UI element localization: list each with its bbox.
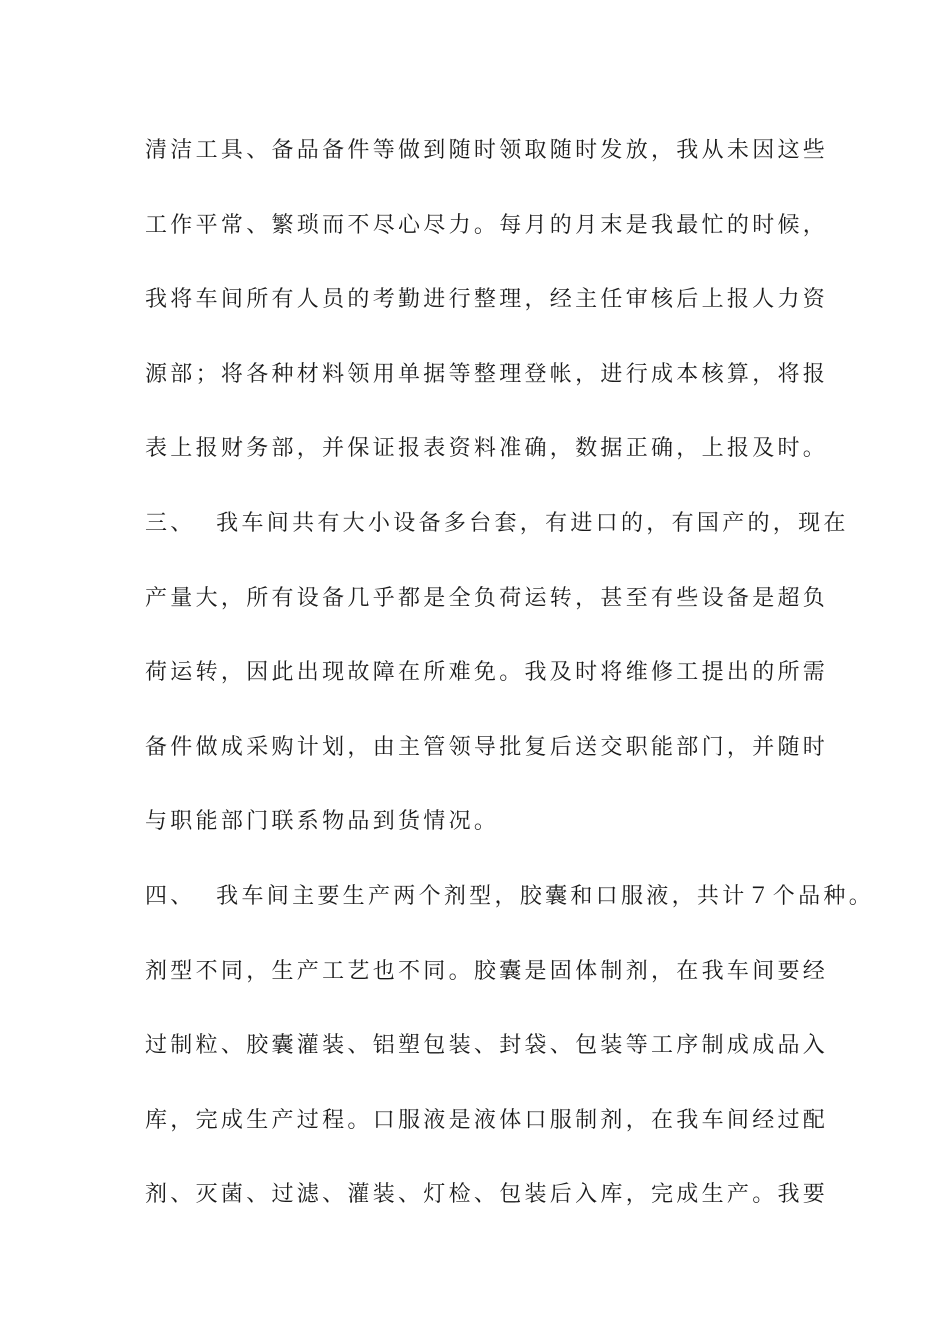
- text-line: 我将车间所有人员的考勤进行整理，经主任审核后上报人力资: [145, 287, 829, 313]
- text-line: 工作平常、繁琐而不尽心尽力。每月的月末是我最忙的时候，: [145, 212, 829, 238]
- text-line: 源部；将各种材料领用单据等整理登帐，进行成本核算，将报: [145, 361, 829, 387]
- text-line: 剂、灭菌、过滤、灌装、灯检、包装后入库，完成生产。我要: [145, 1182, 829, 1208]
- section-heading-line: 三、 我车间共有大小设备多台套，有进口的，有国产的，现在: [145, 510, 849, 536]
- section-heading-line: 四、 我车间主要生产两个剂型，胶囊和口服液，共计７个品种。: [145, 883, 874, 909]
- text-line: 过制粒、胶囊灌装、铝塑包装、封袋、包装等工序制成成品入: [145, 1033, 829, 1059]
- body-text: [145, 131, 874, 1250]
- text-line: 剂型不同，生产工艺也不同。胶囊是固体制剂，在我车间要经: [145, 958, 829, 984]
- text-line: 荷运转，因此出现故障在所难免。我及时将维修工提出的所需: [145, 660, 829, 686]
- text-line: 备件做成采购计划，由主管领导批复后送交职能部门，并随时: [145, 734, 829, 760]
- text-line: 清洁工具、备品备件等做到随时领取随时发放，我从未因这些: [145, 138, 829, 163]
- text-line: 产量大，所有设备几乎都是全负荷运转，甚至有些设备是超负: [145, 585, 829, 611]
- text-line: 表上报财务部，并保证报表资料准确，数据正确，上报及时。: [145, 436, 829, 462]
- text-line: 库，完成生产过程。口服液是液体口服制剂，在我车间经过配: [145, 1107, 829, 1133]
- text-line: 与职能部门联系物品到货情况。: [145, 809, 500, 835]
